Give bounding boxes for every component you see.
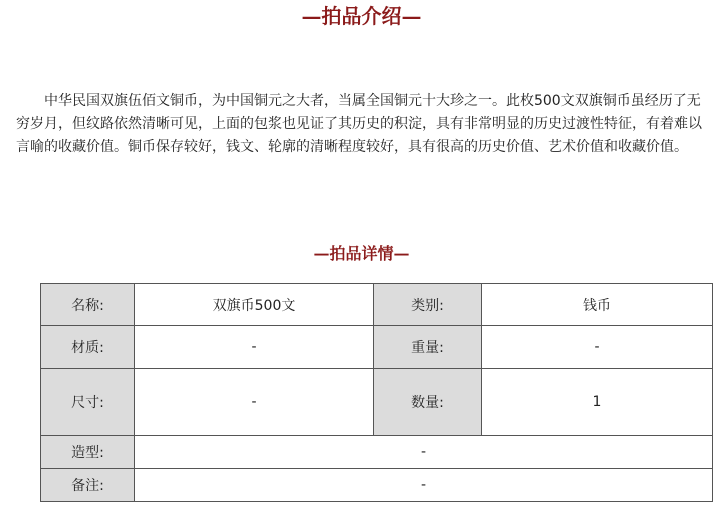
category-value: 钱币: [482, 284, 713, 326]
shape-label: 造型:: [41, 436, 135, 469]
name-value: 双旗币500文: [135, 284, 374, 326]
shape-value: -: [135, 436, 713, 469]
size-label: 尺寸:: [41, 369, 135, 436]
material-label: 材质:: [41, 326, 135, 369]
table-row: [41, 326, 713, 369]
size-value: -: [135, 369, 374, 436]
quantity-value: 1: [482, 369, 713, 436]
table-row: [41, 469, 713, 502]
name-label: 名称:: [41, 284, 135, 326]
material-value: -: [135, 326, 374, 369]
intro-description: 中华民国双旗伍佰文铜币，为中国铜元之大者，当属全国铜元十大珍之一。此枚500文双旗铜币虽经历了无穷岁月，但纹路依然清晰可见，上面的包浆也见证了其历史的积淀，具有非常明显的历史过渡性特征，有着难以言喻的收藏价值。铜币保存较好，钱文、轮廓的清晰程度较好，具有很高的历史价值、艺术价值和收藏价值。: [16, 93, 702, 155]
remark-label: 备注:: [41, 469, 135, 502]
table-row: [41, 284, 713, 326]
details-table: [40, 283, 713, 502]
details-title: —拍品详情—: [313, 244, 410, 263]
weight-label: 重量:: [374, 326, 482, 369]
remark-value: -: [135, 469, 713, 502]
quantity-label: 数量:: [374, 369, 482, 436]
table-row: [41, 436, 713, 469]
category-label: 类别:: [374, 284, 482, 326]
table-row: [41, 369, 713, 436]
intro-title: —拍品介绍—: [301, 4, 422, 28]
weight-value: -: [482, 326, 713, 369]
